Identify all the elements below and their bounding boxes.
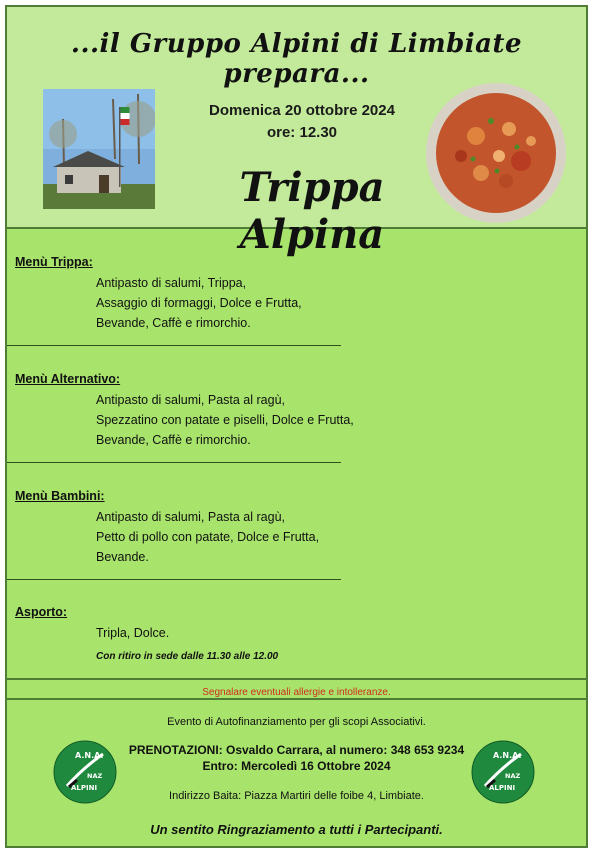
header [7,7,586,258]
ana-logo-left [53,740,117,804]
event-headline: Trippa Alpina [239,164,385,258]
menu-item: Spezzatino con patate e piselli, Dolce e Frutta, [96,413,354,427]
svg-text:ALPINI: ALPINI [489,784,516,792]
allergy-notice-bar [7,678,586,700]
menu-items-asporto [96,623,169,643]
flyer [5,5,588,848]
menu-items [96,390,354,450]
menu-title: Menù Alternativo: [15,372,121,386]
event-purpose: Evento di Autofinanziamento per gli scopi Associativi. [167,716,426,728]
menu-title-asporto: Asporto: [15,605,68,619]
svg-text:A.N.A.: A.N.A. [75,751,104,760]
footer [7,700,586,846]
svg-text:NAZ: NAZ [87,772,103,780]
thanks-message: Un sentito Ringraziamento a tutti i Partecipanti. [150,822,443,837]
menu-section-bambini [7,463,341,580]
booking-deadline: Entro: Mercoledì 16 Ottobre 2024 [202,759,391,773]
cabin-photo [43,89,155,209]
menu-item: Antipasto di salumi, Pasta al ragù, [96,393,285,407]
event-time: ore: 12.30 [266,124,338,141]
menu-item: Antipasto di salumi, Trippa, [96,276,247,290]
menu-items [96,507,319,567]
tagline: ...il Gruppo Alpini di Limbiate prepara... [70,29,523,89]
svg-text:A.N.A.: A.N.A. [493,751,522,760]
pickup-note: Con ritiro in sede dalle 11.30 alle 12.00 [96,651,279,662]
menu-item: Bevande, Caffè e rimorchio. [96,433,251,447]
menu-item: Tripla, Dolce. [96,626,170,640]
pasta-photo [421,81,571,229]
event-date: Domenica 20 ottobre 2024 [209,102,395,119]
menu-item: Bevande. [96,550,149,564]
hut-address: Indirizzo Baita: Piazza Martiri delle foibe 4, Limbiate. [169,790,424,802]
svg-text:ALPINI: ALPINI [71,784,98,792]
booking-info: PRENOTAZIONI: Osvaldo Carrara, al numero: 348 653 9234 [128,743,465,757]
menu-title: Menù Trippa: [15,255,93,269]
menu-title: Menù Bambini: [15,489,105,503]
menu-item: Assaggio di formaggi, Dolce e Frutta, [96,296,302,310]
menu-section-trippa [7,229,341,346]
ana-logo-right [471,740,535,804]
menu-section-alternativo [7,346,354,463]
svg-text:NAZ: NAZ [505,772,521,780]
allergy-notice: Segnalare eventuali allergie e intolleranze. [202,687,391,698]
menu-items [96,273,302,333]
menu-item: Bevande, Caffè e rimorchio. [96,316,251,330]
menu-item: Antipasto di salumi, Pasta al ragù, [96,510,285,524]
menu-item: Petto di pollo con patate, Dolce e Frutta, [96,530,320,544]
